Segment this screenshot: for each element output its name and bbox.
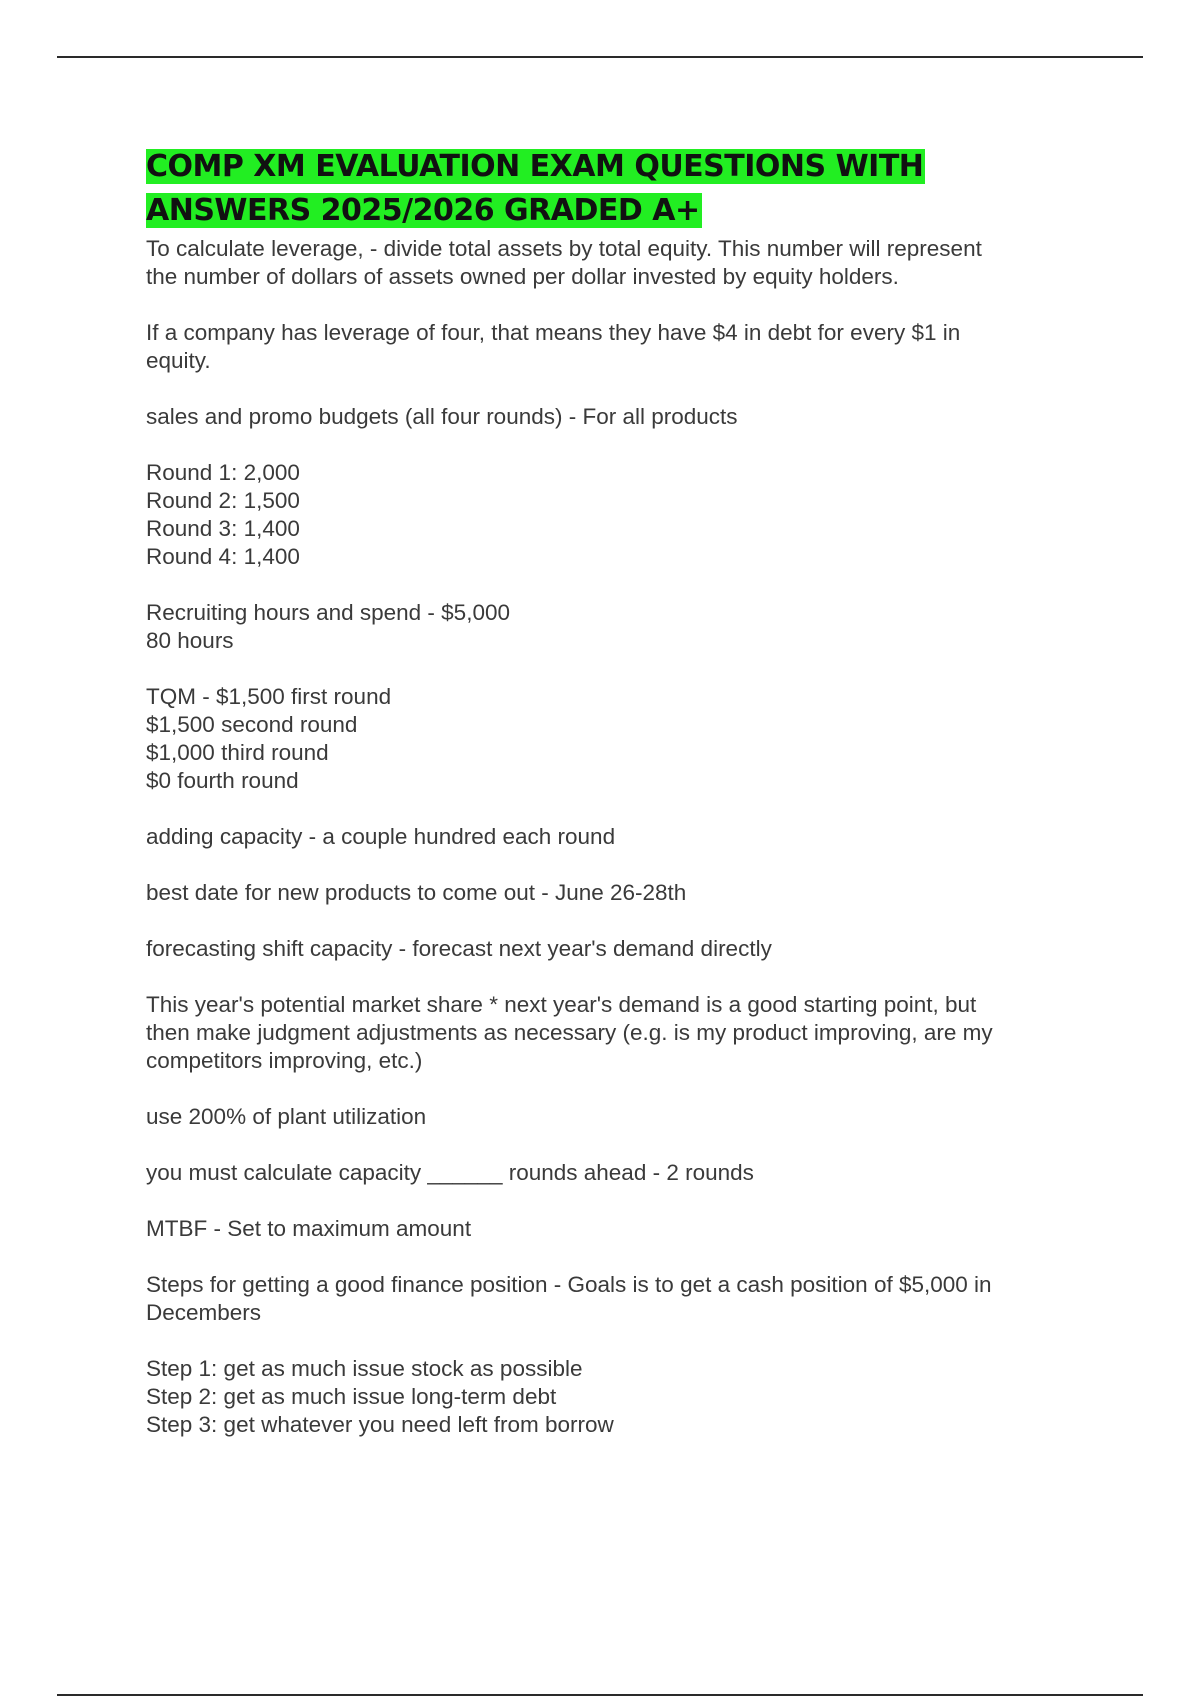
paragraph-capacity-rounds [146,1159,1086,1187]
list-item: Round 1: 2,000 [146,460,300,485]
list-item: Round 3: 1,400 [146,516,300,541]
list-item: $0 fourth round [146,768,299,793]
text-line: equity. [146,348,211,373]
list-item: $1,500 second round [146,712,358,737]
document-body [146,145,1086,1467]
paragraph-sales-promo [146,403,1086,431]
list-tqm [146,683,1086,795]
list-item: Round 4: 1,400 [146,544,300,569]
document-title [146,145,1086,233]
text-line: competitors improving, etc.) [146,1048,423,1073]
paragraph-market-share [146,991,1086,1075]
list-item: TQM - $1,500 first round [146,684,392,709]
text-line: To calculate leverage, - divide total assets by total equity. This number will represent [146,236,982,261]
paragraph-recruiting [146,599,1086,655]
text-line: forecasting shift capacity - forecast next year's demand directly [146,936,772,961]
list-item: Round 2: 1,500 [146,488,300,513]
title-line-2: ANSWERS 2025/2026 GRADED A+ [146,193,700,228]
text-line: Recruiting hours and spend - $5,000 [146,600,510,625]
text-line: you must calculate capacity ______ rounds ahead - 2 rounds [146,1160,754,1185]
text-line: best date for new products to come out - June 26-28th [146,880,687,905]
paragraph-leverage-definition [146,235,1086,291]
text-line: use 200% of plant utilization [146,1104,427,1129]
list-finance-steps [146,1355,1086,1439]
list-item: Step 2: get as much issue long-term debt [146,1384,557,1409]
title-line-1: COMP XM EVALUATION EXAM QUESTIONS WITH [146,149,924,184]
paragraph-finance-position [146,1271,1086,1327]
paragraph-leverage-example [146,319,1086,375]
text-line: adding capacity - a couple hundred each round [146,824,616,849]
list-round-budgets [146,459,1086,571]
text-line: 80 hours [146,628,234,653]
footer-rule [57,1694,1143,1696]
paragraph-mtbf [146,1215,1086,1243]
paragraph-best-date [146,879,1086,907]
text-line: Decembers [146,1300,262,1325]
paragraph-adding-capacity [146,823,1086,851]
text-line: Steps for getting a good finance position - Goals is to get a cash position of $5,000 in [146,1272,992,1297]
text-line: sales and promo budgets (all four rounds) - For all products [146,404,738,429]
header-rule [57,56,1143,58]
text-line: then make judgment adjustments as necessary (e.g. is my product improving, are my [146,1020,993,1045]
paragraph-plant-utilization [146,1103,1086,1131]
text-line: MTBF - Set to maximum amount [146,1216,472,1241]
text-line: If a company has leverage of four, that means they have $4 in debt for every $1 in [146,320,961,345]
list-item: Step 1: get as much issue stock as possible [146,1356,583,1381]
paragraph-forecasting [146,935,1086,963]
list-item: $1,000 third round [146,740,329,765]
list-item: Step 3: get whatever you need left from borrow [146,1412,614,1437]
text-line: This year's potential market share * next year's demand is a good starting point, but [146,992,977,1017]
text-line: the number of dollars of assets owned per dollar invested by equity holders. [146,264,899,289]
